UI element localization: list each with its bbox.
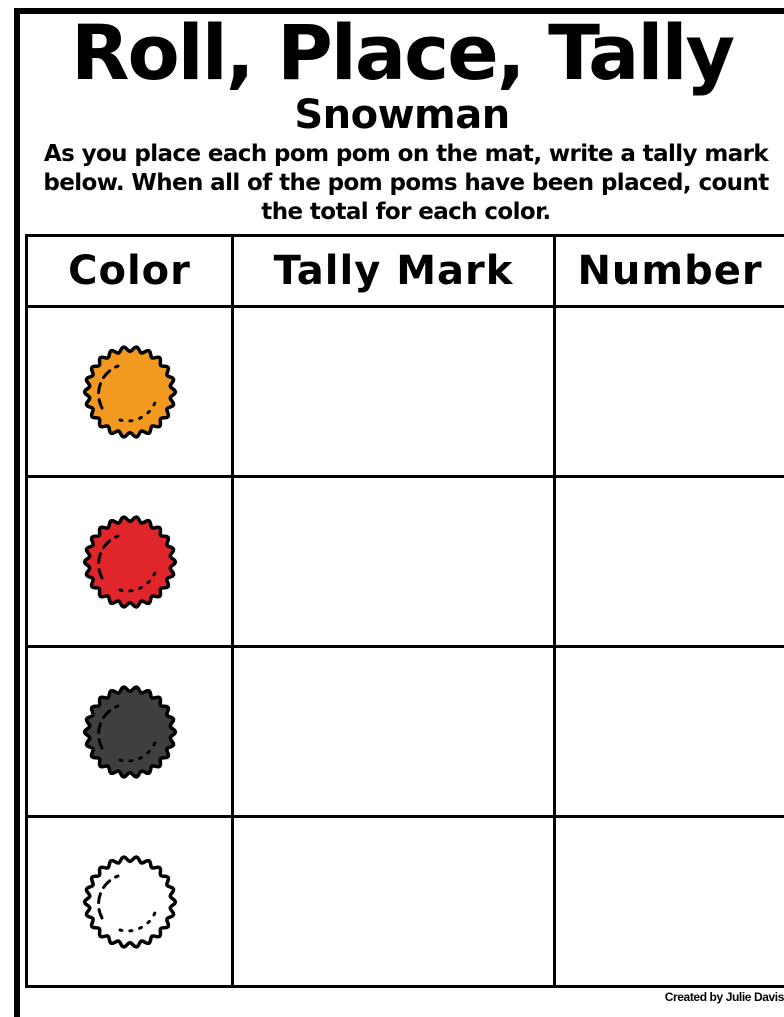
color-cell <box>27 647 233 817</box>
white-pompom-icon <box>80 852 180 952</box>
column-header-number: Number <box>555 236 784 307</box>
column-header-tally-mark: Tally Mark <box>233 236 555 307</box>
tally-table <box>25 234 784 988</box>
column-header-color: Color <box>27 236 233 307</box>
credit-text: Created by Julie Davis <box>665 990 784 1004</box>
tally-mark-cell[interactable] <box>233 307 555 477</box>
number-cell[interactable] <box>555 817 784 987</box>
table-header-row <box>27 236 784 307</box>
color-cell <box>27 307 233 477</box>
red-pompom-icon <box>80 512 180 612</box>
number-cell[interactable] <box>555 307 784 477</box>
table-row <box>27 817 784 987</box>
table-row <box>27 307 784 477</box>
tally-mark-cell[interactable] <box>233 477 555 647</box>
black-pompom-icon <box>80 682 180 782</box>
tally-mark-cell[interactable] <box>233 647 555 817</box>
tally-mark-cell[interactable] <box>233 817 555 987</box>
table-row <box>27 647 784 817</box>
orange-pompom-icon <box>80 342 180 442</box>
page-title: Roll, Place, Tally <box>20 8 784 98</box>
number-cell[interactable] <box>555 647 784 817</box>
page-subtitle: Snowman <box>20 92 784 138</box>
table-row <box>27 477 784 647</box>
instructions-text: As you place each pom pom on the mat, write a tally mark below. When all of the pom poms have been placed, count the total for each color. <box>28 140 784 227</box>
number-cell[interactable] <box>555 477 784 647</box>
color-cell <box>27 817 233 987</box>
color-cell <box>27 477 233 647</box>
